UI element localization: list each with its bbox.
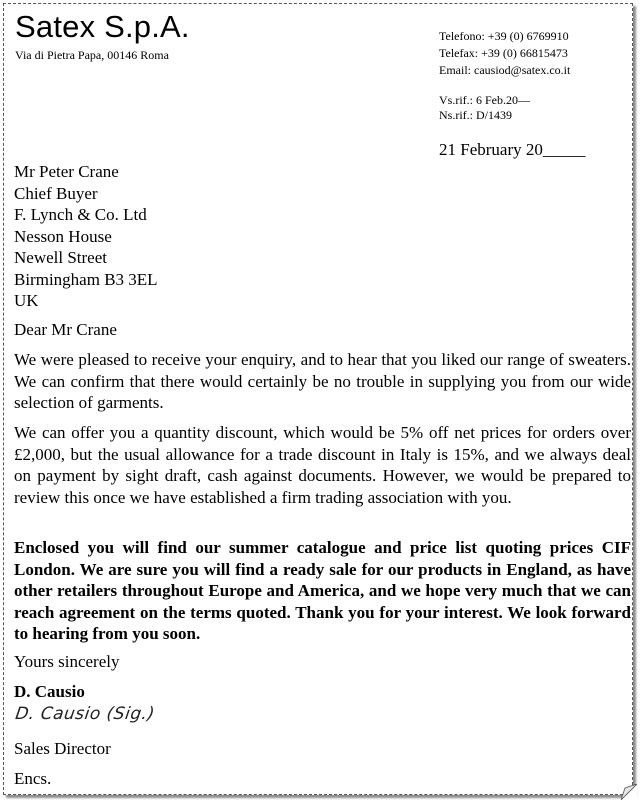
your-reference: Vs.rif.: 6 Feb.20—: [439, 93, 530, 107]
telefax: Telefax: +39 (0) 66815473: [439, 46, 568, 60]
letter-date: 21 February 20_____: [439, 140, 586, 159]
recipient-line: Chief Buyer: [14, 183, 98, 203]
recipient-line: Birmingham B3 3EL: [14, 269, 158, 289]
handwritten-signature: D. Causio (Sig.): [14, 704, 157, 724]
sender-name: D. Causio: [14, 682, 85, 701]
email: Email: causiod@satex.co.it: [439, 63, 571, 77]
body-paragraph-3: Enclosed you will find our summer catalogue and price list quoting prices CIF London. We are sure you will find a ready sale for our products in England, as have other retailers throughout Europe and America, and we hope very much that we can reach agreement on the terms quoted. Thank you for your interest. We look forward to hearing from you soon.: [14, 538, 631, 643]
page-curl-icon: [621, 784, 637, 800]
recipient-line: UK: [14, 291, 39, 310]
body-paragraph-2: We can offer you a quantity discount, which would be 5% off net prices for orders over £2,000, but the usual allowance for a trade discount in Italy is 15%, and we always deal on payment by sight draft, cash against documents. However, we would be prepared to review this once we have established a firm trading association with you.: [14, 423, 631, 507]
reference-block: [439, 93, 530, 123]
sender-position: Sales Director: [14, 739, 111, 758]
body-paragraph-1: We were pleased to receive your enquiry, and to hear that you liked our range of sweaters. We can confirm that there would certainly be no trouble in supplying you from our wide selection of garments.: [14, 350, 631, 412]
enclosures-note: Encs.: [14, 769, 52, 788]
recipient-line: Newell Street: [14, 248, 107, 267]
salutation: Dear Mr Crane: [14, 320, 117, 339]
recipient-address: [14, 161, 158, 312]
our-reference: Ns.rif.: D/1439: [439, 108, 512, 122]
company-address: Via di Pietra Papa, 00146 Roma: [15, 48, 169, 62]
recipient-line: Nesson House: [14, 226, 112, 246]
telephone: Telefono: +39 (0) 6769910: [439, 29, 569, 43]
recipient-line: F. Lynch & Co. Ltd: [14, 205, 147, 224]
complimentary-close: Yours sincerely: [14, 652, 120, 671]
recipient-line: Mr Peter Crane: [14, 162, 119, 181]
company-name: Satex S.p.A.: [15, 9, 190, 44]
contact-block: [439, 28, 570, 79]
letter-page: [3, 3, 633, 795]
